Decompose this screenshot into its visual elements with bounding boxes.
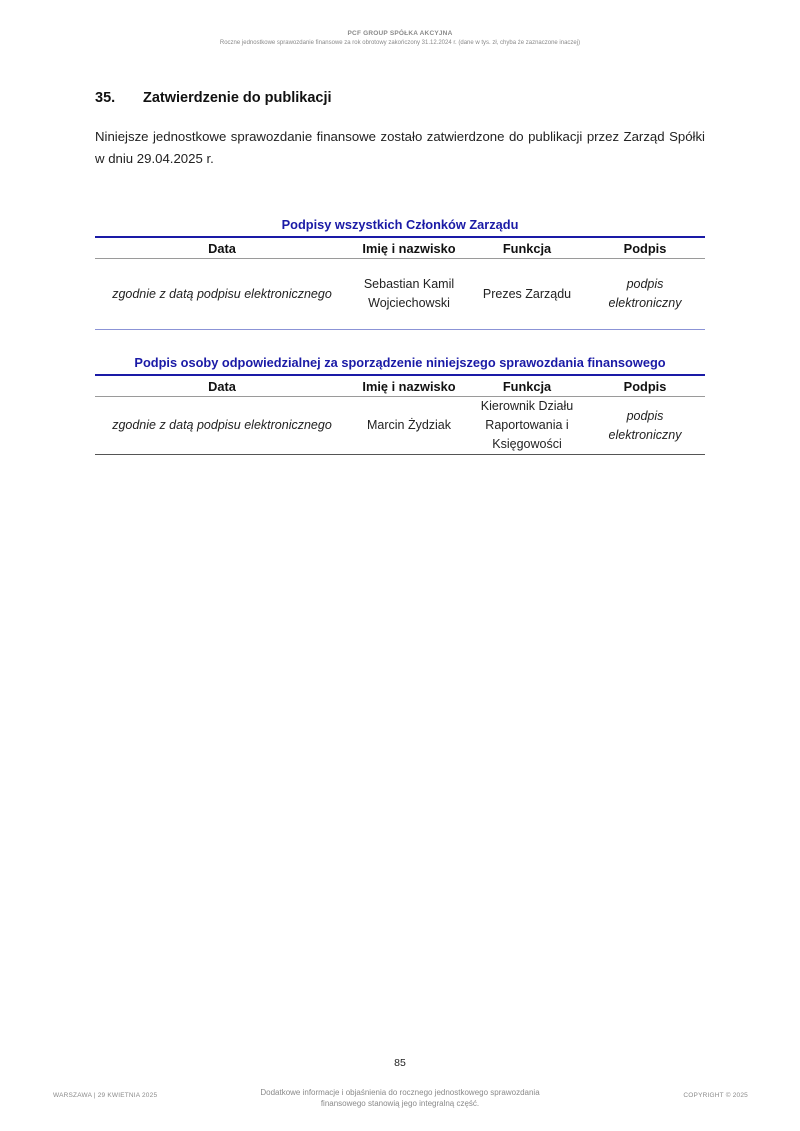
cell-function: Prezes Zarządu: [469, 259, 585, 330]
table-header-row: [95, 237, 705, 259]
column-header-name: Imię i nazwisko: [349, 375, 469, 397]
section-number: 35.: [95, 90, 116, 106]
column-header-name: Imię i nazwisko: [349, 237, 469, 259]
column-header-function: Funkcja: [469, 237, 585, 259]
preparer-signature-title: Podpis osoby odpowiedzialnej za sporządzenie niniejszego sprawozdania finansowego: [134, 355, 666, 370]
page-number: 85: [394, 1057, 406, 1069]
section-title: Zatwierdzenie do publikacji: [143, 90, 332, 106]
column-header-signature: Podpis: [585, 237, 705, 259]
header-company: PCF GROUP SPÓŁKA AKCYJNA: [347, 30, 453, 37]
footer-location-date: WARSZAWA | 29 KWIETNIA 2025: [53, 1092, 158, 1099]
section-heading: [95, 90, 705, 106]
approval-paragraph: Niniejsze jednostkowe sprawozdanie finansowe zostało zatwierdzone do publikacji przez Zarząd Spółki w dniu 29.04.2025 r.: [95, 129, 705, 166]
column-header-date: Data: [95, 237, 349, 259]
cell-date: zgodnie z datą podpisu elektronicznego: [95, 259, 349, 330]
cell-name: Marcin Żydziak: [349, 397, 469, 455]
cell-signature: podpis elektroniczny: [585, 397, 705, 455]
board-signatures-table: [95, 236, 705, 330]
table-row: [95, 259, 705, 330]
footer-note: Dodatkowe informacje i objaśnienia do rocznego jednostkowego sprawozdania finansowego stanowią jego integralną część.: [260, 1088, 540, 1108]
cell-function: Kierownik Działu Raportowania i Księgowości: [469, 397, 585, 455]
cell-signature: podpis elektroniczny: [585, 259, 705, 330]
cell-name: Sebastian Kamil Wojciechowski: [349, 259, 469, 330]
table-row: [95, 397, 705, 455]
footer-copyright: COPYRIGHT © 2025: [683, 1092, 748, 1099]
column-header-function: Funkcja: [469, 375, 585, 397]
board-signatures-title: Podpisy wszystkich Członków Zarządu: [281, 217, 519, 232]
table-header-row: [95, 375, 705, 397]
preparer-signature-table: [95, 374, 705, 455]
column-header-date: Data: [95, 375, 349, 397]
header-subtitle: Roczne jednostkowe sprawozdanie finansowe za rok obrotowy zakończony 31.12.2024 r. (dane w tys. zł, chyba że zaznaczone inaczej): [219, 40, 581, 46]
cell-date: zgodnie z datą podpisu elektronicznego: [95, 397, 349, 455]
column-header-signature: Podpis: [585, 375, 705, 397]
